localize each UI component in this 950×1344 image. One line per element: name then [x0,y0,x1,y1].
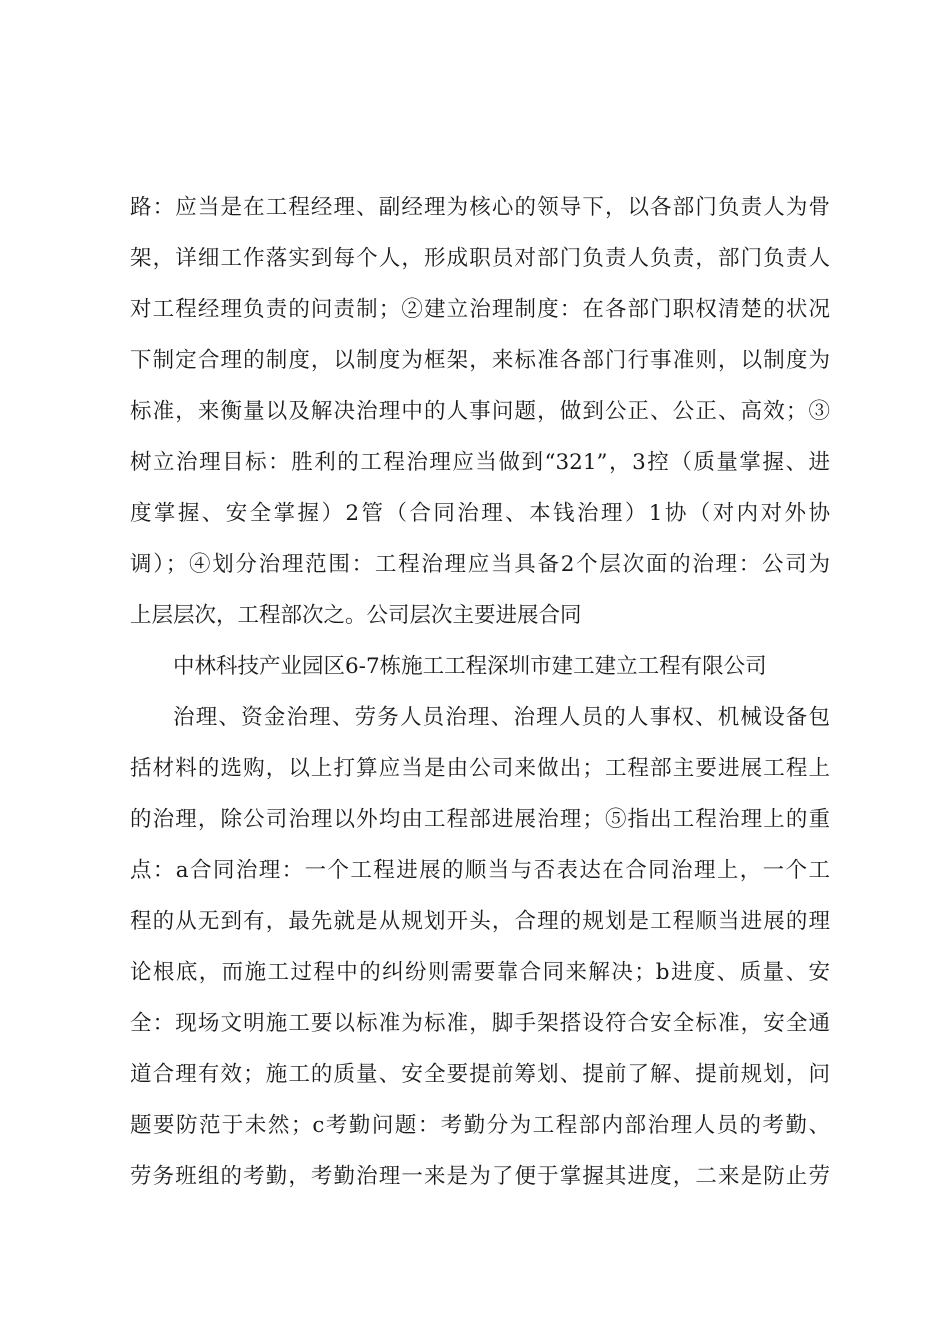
paragraph-2-line-8: 道合理有效；施工的质量、安全要提前筹划、提前了解、提前规划，问 [130,1062,830,1087]
paragraph-2-line-1: 治理、资金治理、劳务人员治理、治理人员的人事权、机械设备包 [173,705,830,730]
paragraph-2-line-10: 劳务班组的考勤，考勤治理一来是为了便于掌握其进度，二来是防止劳 [130,1164,830,1189]
paragraph-1-line-7: 度掌握、安全掌握）2管（合同治理、本钱治理）1协（对内对外协 [130,501,830,526]
project-heading: 中林科技产业园区6-7栋施工工程深圳市建工建立工程有限公司 [173,654,767,679]
paragraph-2-line-6: 论根底，而施工过程中的纠纷则需要靠合同来解决；b进度、质量、安 [130,960,830,985]
paragraph-1-line-8: 调）；④划分治理范围：工程治理应当具备2个层次面的治理：公司为 [130,552,830,577]
paragraph-1-line-9: 上层层次，工程部次之。公司层次主要进展合同 [130,603,582,628]
paragraph-2-line-9: 题要防范于未然；c考勤问题：考勤分为工程部内部治理人员的考勤、 [130,1113,830,1138]
paragraph-1-line-3: 对工程经理负责的问责制；②建立治理制度：在各部门职权清楚的状况 [130,297,830,322]
paragraph-2-line-2: 括材料的选购，以上打算应当是由公司来做出；工程部主要进展工程上 [130,756,830,781]
paragraph-1-line-4: 下制定合理的制度，以制度为框架，来标准各部门行事准则，以制度为 [130,348,830,373]
paragraph-1-line-6: 树立治理目标：胜利的工程治理应当做到“321”，3控（质量掌握、进 [130,450,830,475]
paragraph-1-line-1: 路：应当是在工程经理、副经理为核心的领导下，以各部门负责人为骨 [130,195,830,220]
paragraph-2-line-5: 程的从无到有，最先就是从规划开头，合理的规划是工程顺当进展的理 [130,909,830,934]
paragraph-1-line-5: 标准，来衡量以及解决治理中的人事问题，做到公正、公正、高效；③ [130,399,830,424]
paragraph-2-line-7: 全：现场文明施工要以标准为标准，脚手架搭设符合安全标准，安全通 [130,1011,830,1036]
paragraph-2-line-3: 的治理，除公司治理以外均由工程部进展治理；⑤指出工程治理上的重 [130,807,830,832]
paragraph-2-line-4: 点：a合同治理：一个工程进展的顺当与否表达在合同治理上，一个工 [130,858,830,883]
paragraph-1-line-2: 架，详细工作落实到每个人，形成职员对部门负责人负责，部门负责人 [130,246,830,271]
